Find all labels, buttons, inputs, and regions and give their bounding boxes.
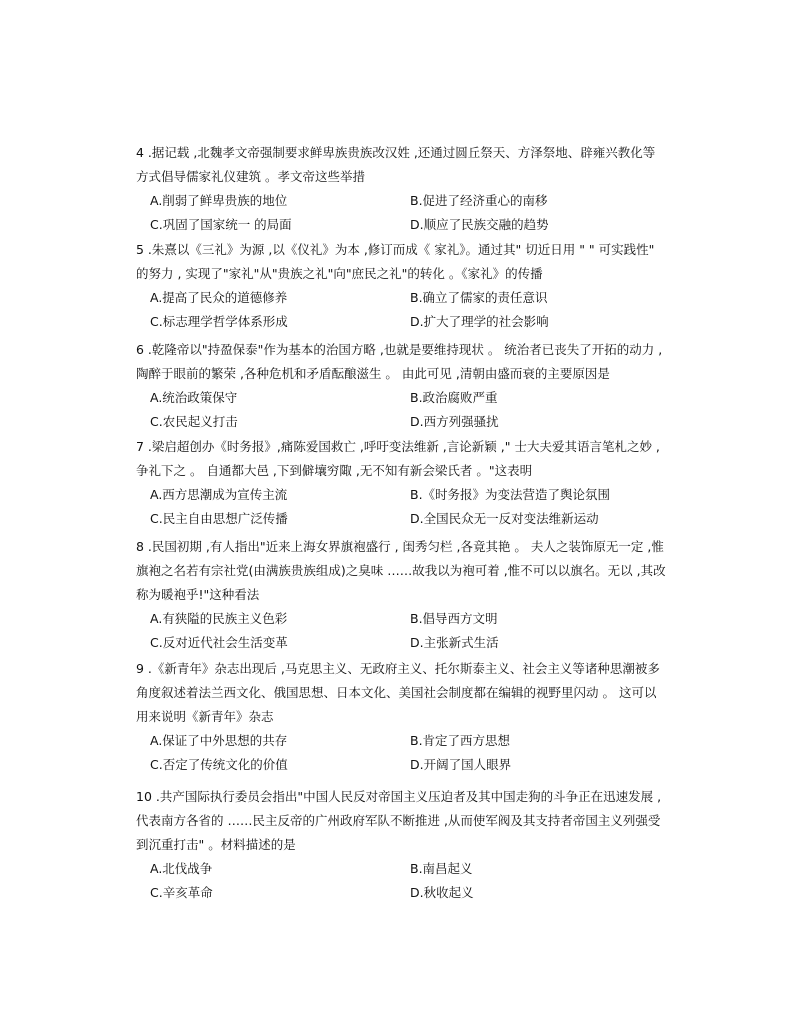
options bbox=[136, 483, 666, 531]
question-stem: 10 .共产国际执行委员会指出"中国人民反对帝国主义压迫者及其中国走狗的斗争正在迅速发展 ,代表南方各省的 ……民主反帝的广州政府军队不断推进 ,从而使军阀及其支持者帝国主义列强受到沉重打击" 。材料描述的是 bbox=[136, 789, 662, 852]
question-5 bbox=[136, 238, 666, 334]
option-c[interactable]: C.反对近代社会生活变革 bbox=[150, 635, 288, 650]
option-c[interactable]: C.巩固了国家统一 的局面 bbox=[150, 217, 292, 232]
question-stem: 6 .乾隆帝以"持盈保泰"作为基本的治国方略 ,也就是要维持现状 。 统治者已丧失了开拓的动力 ,陶醉于眼前的繁荣 ,各种危机和矛盾酝酿滋生 。 由此可见 ,清朝由盛而衰的主要原因是 bbox=[136, 342, 663, 381]
question-stem: 4 .据记载 ,北魏孝文帝强制要求鲜卑族贵族改汉姓 ,还通过圆丘祭天、方泽祭地、辟雍兴教化等方式倡导儒家礼仪建筑 。孝文帝这些举措 bbox=[136, 145, 656, 184]
option-a[interactable]: A.保证了中外思想的共存 bbox=[150, 733, 288, 748]
option-d[interactable]: D.秋收起义 bbox=[410, 885, 474, 900]
option-a[interactable]: A.统治政策保守 bbox=[150, 390, 238, 405]
options bbox=[136, 189, 666, 237]
option-c[interactable]: C.民主自由思想广泛传播 bbox=[150, 511, 288, 526]
question-6 bbox=[136, 338, 666, 434]
question-7 bbox=[136, 435, 666, 531]
option-d[interactable]: D.全国民众无一反对变法维新运动 bbox=[410, 511, 599, 526]
option-b[interactable]: B.《时务报》为变法营造了舆论氛围 bbox=[410, 487, 611, 502]
options bbox=[136, 386, 666, 434]
options bbox=[136, 729, 666, 777]
question-stem: 8 .民国初期 ,有人指出"近来上海女界旗袍盛行 , 闺秀匀栏 ,各竟其艳 。 夫人之装饰原无一定 ,惟旗袍之名若有宗社党(由满族贵族组成)之臭味 ……故我以为袍可着 ,惟不可以以旗名。无以 ,其改称为暖袍乎!"这种看法 bbox=[136, 539, 666, 602]
question-stem: 9 .《新青年》杂志出现后 ,马克思主义、无政府主义、托尔斯泰主义、社会主义等诸种思潮被多角度叙述着法兰西文化、俄国思想、日本文化、美国社会制度都在编辑的视野里闪动 。 这可以用来说明《新青年》杂志 bbox=[136, 661, 660, 724]
option-b[interactable]: B.促进了经济重心的南移 bbox=[410, 193, 548, 208]
options bbox=[136, 857, 666, 905]
question-4 bbox=[136, 141, 666, 237]
options bbox=[136, 607, 666, 655]
option-c[interactable]: C.辛亥革命 bbox=[150, 885, 213, 900]
option-a[interactable]: A.提高了民众的道德修养 bbox=[150, 290, 288, 305]
option-d[interactable]: D.扩大了理学的社会影响 bbox=[410, 314, 549, 329]
question-9 bbox=[136, 657, 666, 777]
option-a[interactable]: A.北伐战争 bbox=[150, 861, 213, 876]
option-d[interactable]: D.西方列强骚扰 bbox=[410, 414, 499, 429]
option-b[interactable]: B.确立了儒家的责任意识 bbox=[410, 290, 548, 305]
option-c[interactable]: C.否定了传统文化的价值 bbox=[150, 757, 288, 772]
option-d[interactable]: D.主张新式生活 bbox=[410, 635, 499, 650]
question-stem: 7 .梁启超创办《时务报》,痛陈爱国救亡 ,呼吁变法维新 ,言论新颖 ," 士大夫爱其语言笔札之妙 ,争礼下之 。 自通都大邑 ,下到僻壤穷陬 ,无不知有新会梁氏者 。"这表明 bbox=[136, 439, 660, 478]
option-c[interactable]: C.农民起义打击 bbox=[150, 414, 238, 429]
option-d[interactable]: D.顺应了民族交融的趋势 bbox=[410, 217, 549, 232]
question-stem: 5 .朱熹以《三礼》为源 ,以《仪礼》为本 ,修订而成《 家礼》。通过其" 切近日用 " " 可实践性" 的努力 , 实现了"家礼"从"贵族之礼"向"庶民之礼"的转化 。《家礼》的传播 bbox=[136, 242, 655, 281]
option-d[interactable]: D.开阔了国人眼界 bbox=[410, 757, 512, 772]
option-b[interactable]: B.南昌起义 bbox=[410, 861, 473, 876]
question-8 bbox=[136, 535, 666, 655]
option-b[interactable]: B.政治腐败严重 bbox=[410, 390, 498, 405]
options bbox=[136, 286, 666, 334]
option-b[interactable]: B.肯定了西方思想 bbox=[410, 733, 511, 748]
option-a[interactable]: A.西方思潮成为宣传主流 bbox=[150, 487, 288, 502]
option-a[interactable]: A.有狭隘的民族主义色彩 bbox=[150, 611, 288, 626]
option-b[interactable]: B.倡导西方文明 bbox=[410, 611, 498, 626]
option-a[interactable]: A.削弱了鲜卑贵族的地位 bbox=[150, 193, 288, 208]
question-10 bbox=[136, 785, 666, 905]
option-c[interactable]: C.标志理学哲学体系形成 bbox=[150, 314, 288, 329]
